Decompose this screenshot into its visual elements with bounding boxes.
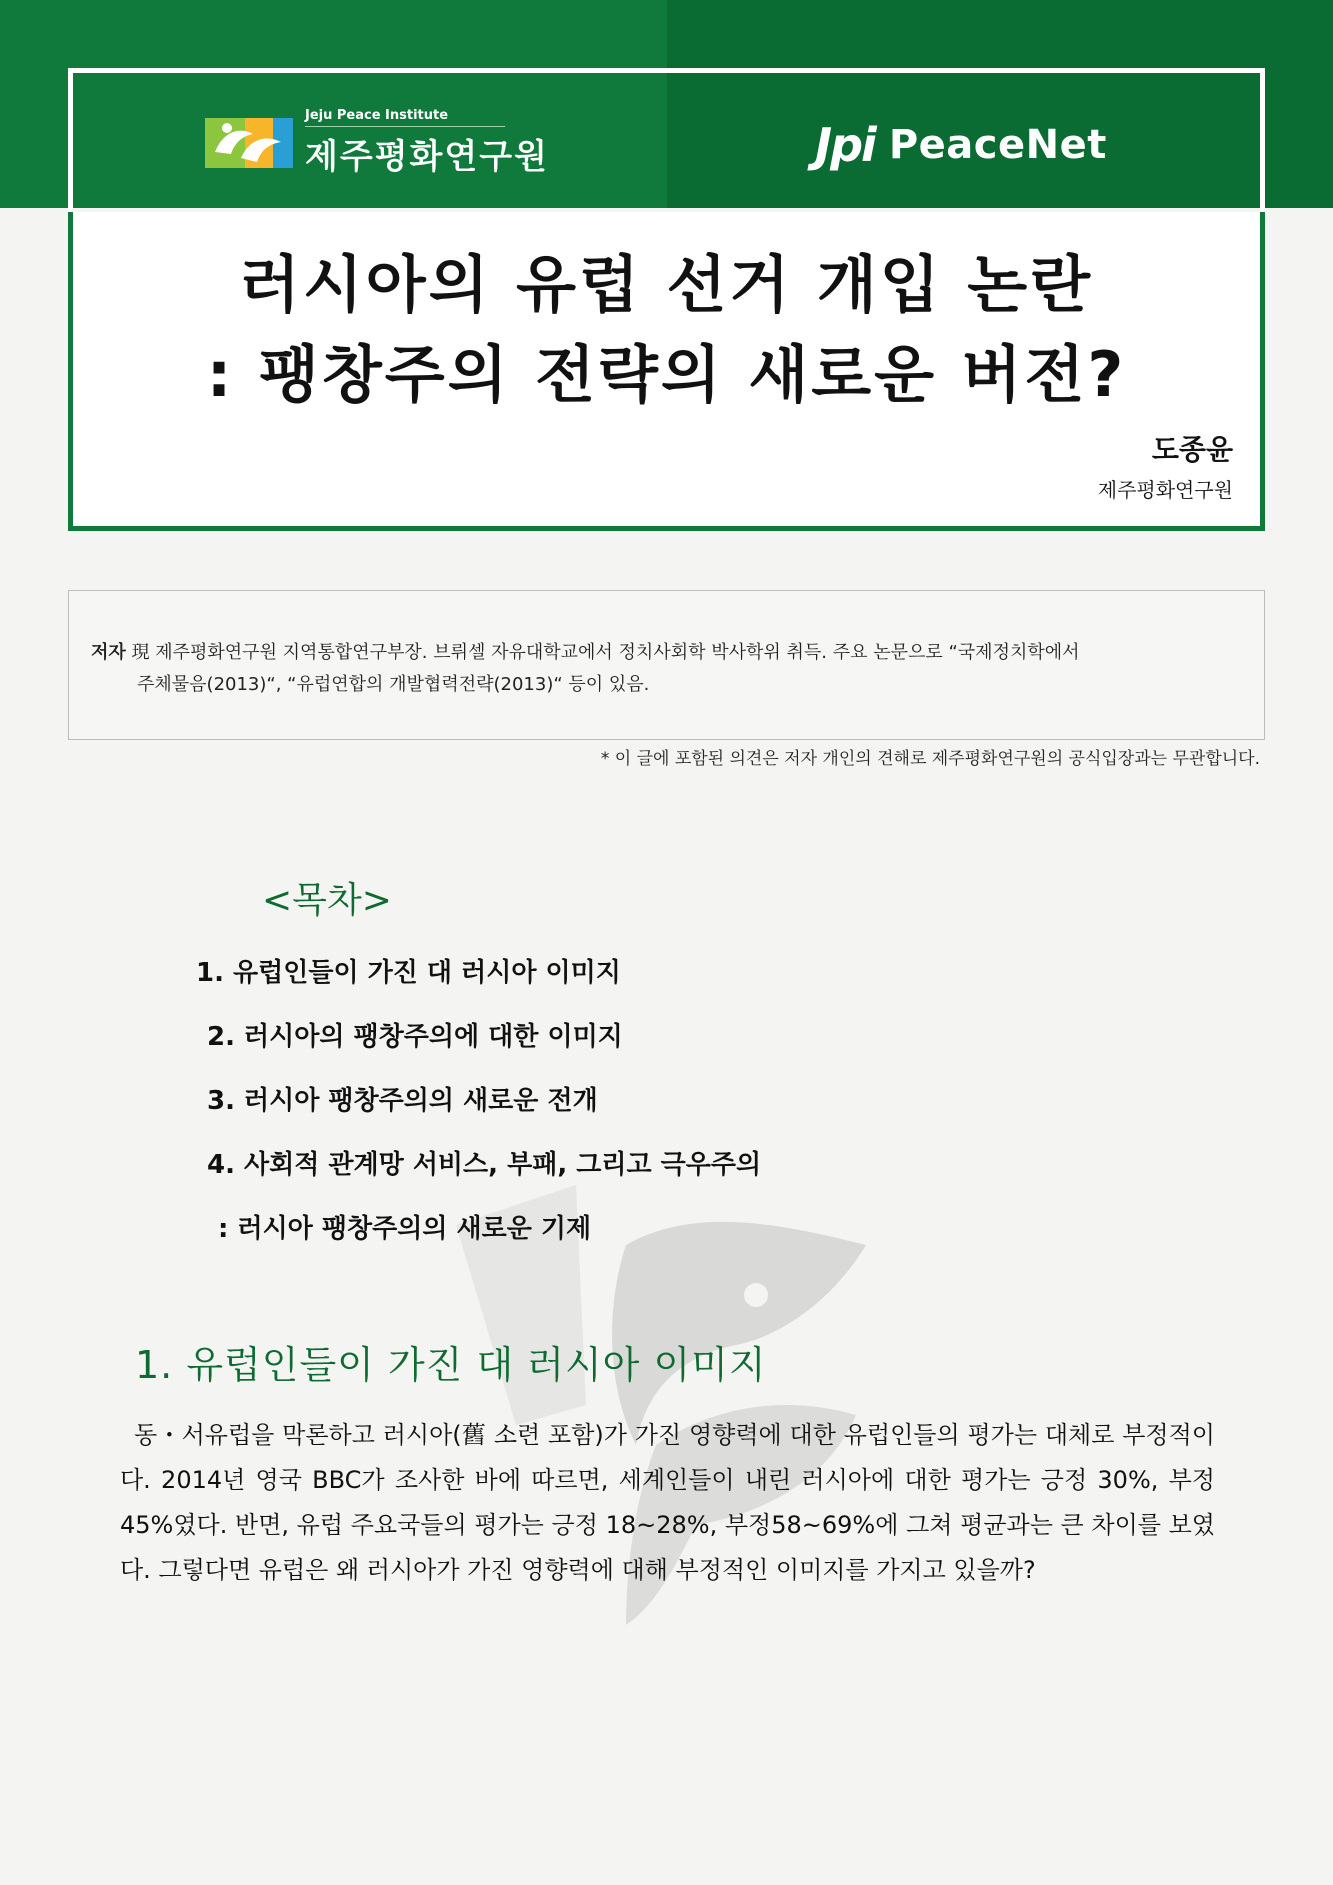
peacenet-wordmark: PeaceNet bbox=[888, 122, 1107, 168]
section-1-heading: 1. 유럽인들이 가진 대 러시아 이미지 bbox=[135, 1343, 767, 1387]
toc-item-1: 1. 유럽인들이 가진 대 러시아 이미지 bbox=[196, 958, 621, 988]
disclaimer-note: * 이 글에 포함된 의견은 저자 개인의 견해로 제주평화연구원의 공식입장과는 무관합니다. bbox=[600, 749, 1260, 769]
toc-item-4: 4. 사회적 관계망 서비스, 부패, 그리고 극우주의 bbox=[207, 1150, 762, 1180]
dove-logo-icon bbox=[205, 112, 293, 174]
toc-title: <목차> bbox=[262, 880, 392, 921]
author-name: 도종윤 bbox=[1151, 433, 1233, 466]
toc-item-2: 2. 러시아의 팽창주의에 대한 이미지 bbox=[207, 1022, 623, 1052]
peacenet-logo bbox=[815, 118, 1107, 172]
logo-english-name: Jeju Peace Institute bbox=[305, 108, 505, 127]
jpi-mark: Jpi bbox=[815, 118, 875, 172]
title-line-2: : 팽창주의 전략의 새로운 버전? bbox=[206, 338, 1127, 411]
author-bio-line-1: 現 제주평화연구원 지역통합연구부장. 브뤼셀 자유대학교에서 정치사회학 박사학위 취득. 주요 논문으로 “국제정치학에서 bbox=[131, 642, 1080, 663]
toc-item-3: 3. 러시아 팽창주의의 새로운 전개 bbox=[207, 1086, 598, 1116]
jeju-peace-institute-logo bbox=[205, 108, 549, 178]
author-info-box bbox=[68, 590, 1265, 740]
document-title bbox=[100, 240, 1233, 420]
author-organization: 제주평화연구원 bbox=[1097, 478, 1233, 502]
title-line-1: 러시아의 유럽 선거 개입 논란 bbox=[239, 248, 1094, 321]
toc-item-4-subtitle: : 러시아 팽창주의의 새로운 기제 bbox=[218, 1214, 592, 1244]
section-1-paragraph: 동・서유럽을 막론하고 러시아(舊 소련 포함)가 가진 영향력에 대한 유럽인들의 평가는 대체로 부정적이다. 2014년 영국 BBC가 조사한 바에 따르면, 세계인들이 내린 러시아에 대한 평가는 긍정 30%, 부정 45%였다. 반면, 유럽 주요국들의 평가는 긍정 18~28%, 부정58~69%에 그쳐 평균과는 큰 차이를 보였다. 그렇다면 유럽은 왜 러시아가 가진 영향력에 대해 부정적인 이미지를 가지고 있을까? bbox=[120, 1421, 1215, 1584]
logo-korean-name: 제주평화연구원 bbox=[305, 137, 549, 177]
author-label: 저자 bbox=[91, 642, 126, 663]
author-bio-line-2: 주체물음(2013)“, “유럽연합의 개발협력전략(2013)“ 등이 있음. bbox=[137, 674, 650, 695]
author-bio bbox=[91, 637, 1241, 701]
